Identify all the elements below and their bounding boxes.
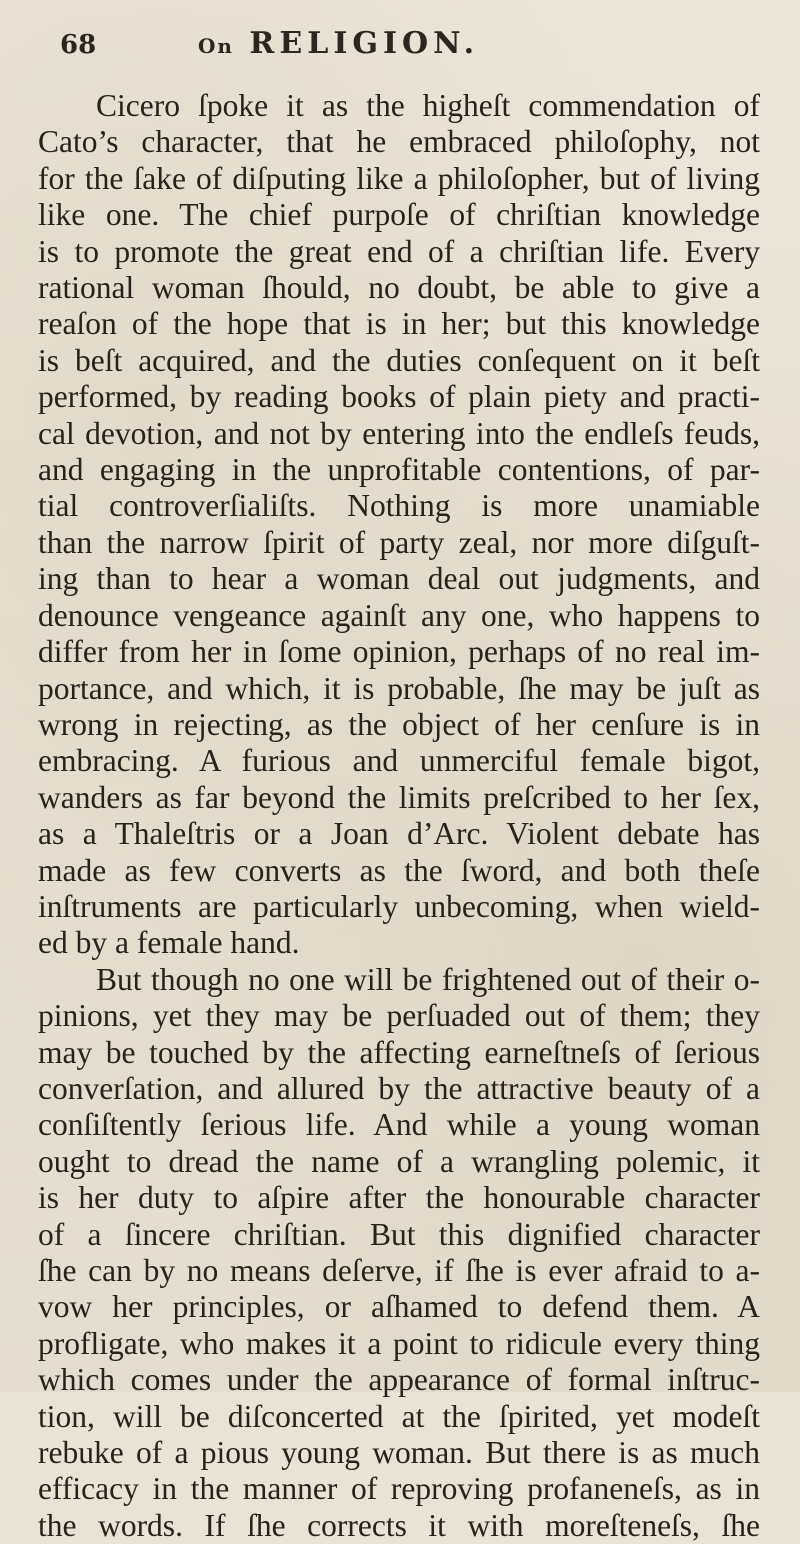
text-line: rebuke of a pious young woman. But there is as much <box>38 1435 760 1471</box>
text-line: Cicero ſpoke it as the higheſt commendation of <box>96 88 760 123</box>
text-line: portance, and which, it is probable, ſhe may be juſt as <box>38 670 760 706</box>
text-line: inſtruments are particularly unbecoming, when wield- <box>38 888 760 924</box>
text-line: Cato’s character, that he embraced philoſophy, not <box>38 124 760 160</box>
body-text <box>38 88 760 1544</box>
text-line: is beſt acquired, and the duties conſequent on it beſt <box>38 342 760 378</box>
text-line: may be touched by the affecting earneſtneſs of ſerious <box>38 1034 760 1070</box>
text-line: as a Thaleſtris or a Joan d’Arc. Violent debate has <box>38 816 760 852</box>
running-head-word: RELIGION. <box>249 26 480 61</box>
text-line: efficacy in the manner of reproving profaneneſs, as in <box>38 1471 760 1507</box>
text-line: wanders as far beyond the limits preſcribed to her ſex, <box>38 779 760 815</box>
text-line: conſiſtently ſerious life. And while a young woman <box>38 1107 760 1143</box>
text-line: performed, by reading books of plain piety and practi- <box>38 379 760 415</box>
text-line: made as few converts as the ſword, and both theſe <box>38 852 760 888</box>
text-line: which comes under the appearance of formal inſtruc- <box>38 1362 760 1398</box>
text-line: like one. The chief purpoſe of chriſtian knowledge <box>38 197 760 233</box>
text-line: converſation, and allured by the attractive beauty of a <box>38 1070 760 1106</box>
text-line: for the ſake of diſputing like a philoſopher, but of living <box>38 160 760 196</box>
text-line: is her duty to aſpire after the honourable character <box>38 1180 760 1216</box>
text-line: vow her principles, or aſhamed to defend them. A <box>38 1289 760 1325</box>
page-number: 68 <box>60 30 97 60</box>
text-line: ſhe can by no means deſerve, if ſhe is ever afraid to a- <box>38 1253 760 1288</box>
running-head <box>198 26 479 61</box>
text-line: than the narrow ſpirit of party zeal, nor more diſguſt- <box>38 524 760 560</box>
text-line: tial controverſialiſts. Nothing is more unamiable <box>38 488 760 524</box>
text-line: ed by a female hand. <box>38 925 300 961</box>
text-line: the words. If ſhe corrects it with moreſteneſs, ſhe <box>38 1507 760 1543</box>
text-line: But though no one will be frightened out of their o- <box>96 961 760 997</box>
text-line: rational woman ſhould, no doubt, be able to give a <box>38 270 760 306</box>
text-line: ing than to hear a woman deal out judgments, and <box>38 561 760 597</box>
running-head-on: On <box>198 34 234 58</box>
text-line: reaſon of the hope that is in her; but this knowledge <box>38 306 760 342</box>
text-line: tion, will be diſconcerted at the ſpirited, yet modeſt <box>38 1398 760 1434</box>
text-line: profligate, who makes it a point to ridicule every thing <box>38 1325 760 1361</box>
text-line: and engaging in the unprofitable contentions, of par- <box>38 452 760 488</box>
text-line: pinions, yet they may be perſuaded out of them; they <box>38 998 760 1034</box>
text-line: differ from her in ſome opinion, perhaps of no real im- <box>38 634 760 670</box>
text-line: of a ſincere chriſtian. But this dignified character <box>38 1216 760 1252</box>
text-line: embracing. A furious and unmerciful female bigot, <box>38 743 760 779</box>
page-header <box>60 18 760 74</box>
text-line: wrong in rejecting, as the object of her cenſure is in <box>38 706 760 742</box>
text-line: cal devotion, and not by entering into the endleſs feuds, <box>38 415 760 451</box>
text-line: ought to dread the name of a wrangling polemic, it <box>38 1143 760 1179</box>
text-line: is to promote the great end of a chriſtian life. Every <box>38 233 760 269</box>
text-line: denounce vengeance againſt any one, who happens to <box>38 597 760 633</box>
